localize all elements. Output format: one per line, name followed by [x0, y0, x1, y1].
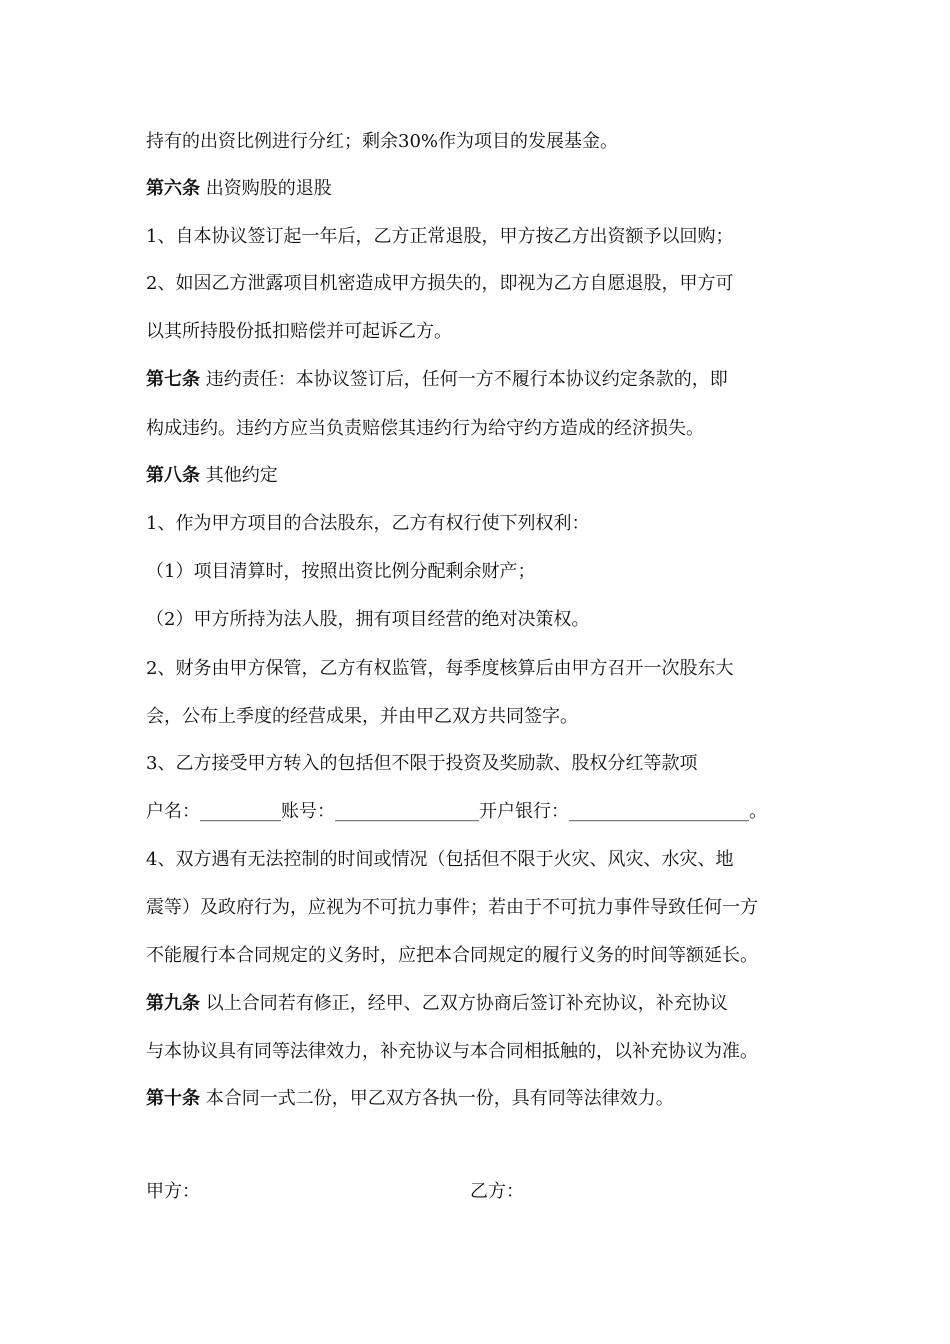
party-b-signature-label: 乙方：: [470, 1181, 524, 1202]
line-text: 会，公布上季度的经营成果，并由甲乙双方共同签字。: [146, 706, 578, 727]
text-line: [146, 944, 758, 968]
line-text: 不能履行本合同规定的义务时，应把本合同规定的履行义务的时间等额延长。: [146, 945, 758, 966]
party-a-signature-label: 甲方：: [146, 1181, 200, 1202]
article-heading: 第七条: [146, 369, 200, 390]
text-line: [146, 1087, 674, 1111]
line-text: 本合同一式二份，甲乙双方各执一份，具有同等法律效力。: [200, 1088, 674, 1109]
text-line: [146, 417, 704, 441]
text-line: [146, 272, 733, 296]
text-line: [146, 848, 733, 872]
line-text: 2、如因乙方泄露项目机密造成甲方损失的，即视为乙方自愿退股，甲方可: [146, 273, 734, 294]
text-line: [146, 512, 589, 536]
article-heading: 第九条: [146, 993, 200, 1014]
line-text: 以其所持股份抵扣赔偿并可起诉乙方。: [146, 321, 452, 342]
line-text: 其他约定: [200, 465, 278, 486]
text-line: [146, 657, 733, 681]
account-info-line: [146, 800, 767, 824]
text-line: [146, 130, 618, 154]
text-line: [146, 608, 589, 632]
line-text: 与本协议具有同等法律效力，补充协议与本合同相抵触的，以补充协议为准。: [146, 1041, 758, 1062]
text-line: [146, 560, 535, 584]
text-line: [146, 1040, 758, 1064]
line-text: 违约责任：本协议签订后，任何一方不履行本协议约定条款的，即: [200, 369, 728, 390]
line-text: （1）项目清算时，按照出资比例分配剩余财产；: [146, 561, 536, 582]
text-line: [146, 177, 332, 201]
line-text: （2）甲方所持为法人股，拥有项目经营的绝对决策权。: [146, 609, 590, 630]
text-line: [146, 464, 278, 488]
line-text: 出资购股的退股: [200, 178, 332, 199]
line-text: 4、双方遇有无法控制的时间或情况（包括但不限于火灾、风灾、水灾、地: [146, 849, 734, 870]
line-text: 构成违约。违约方应当负责赔偿其违约行为给守约方造成的经济损失。: [146, 418, 704, 439]
line-text: 持有的出资比例进行分红；剩余30%作为项目的发展基金。: [146, 131, 619, 152]
article-heading: 第六条: [146, 178, 200, 199]
line-text: 户名：_________账号：________________开户银行：____________________。: [146, 801, 767, 822]
line-text: 3、乙方接受甲方转入的包括但不限于投资及奖励款、股权分红等款项: [146, 753, 698, 774]
line-text: 以上合同若有修正，经甲、乙双方协商后签订补充协议，补充协议: [200, 993, 728, 1014]
text-line: [146, 705, 578, 729]
article-heading: 第八条: [146, 465, 200, 486]
text-line: [146, 368, 728, 392]
line-text: 2、财务由甲方保管，乙方有权监管，每季度核算后由甲方召开一次股东大: [146, 658, 734, 679]
text-line: [146, 992, 728, 1016]
line-text: 震等）及政府行为，应视为不可抗力事件；若由于不可抗力事件导致任何一方: [146, 897, 758, 918]
text-line: [146, 225, 733, 249]
article-heading: 第十条: [146, 1088, 200, 1109]
text-line: [146, 752, 697, 776]
text-line: [146, 320, 452, 344]
line-text: 1、作为甲方项目的合法股东，乙方有权行使下列权利：: [146, 513, 590, 534]
line-text: 1、自本协议签订起一年后，乙方正常退股，甲方按乙方出资额予以回购；: [146, 226, 734, 247]
text-line: [146, 896, 758, 920]
